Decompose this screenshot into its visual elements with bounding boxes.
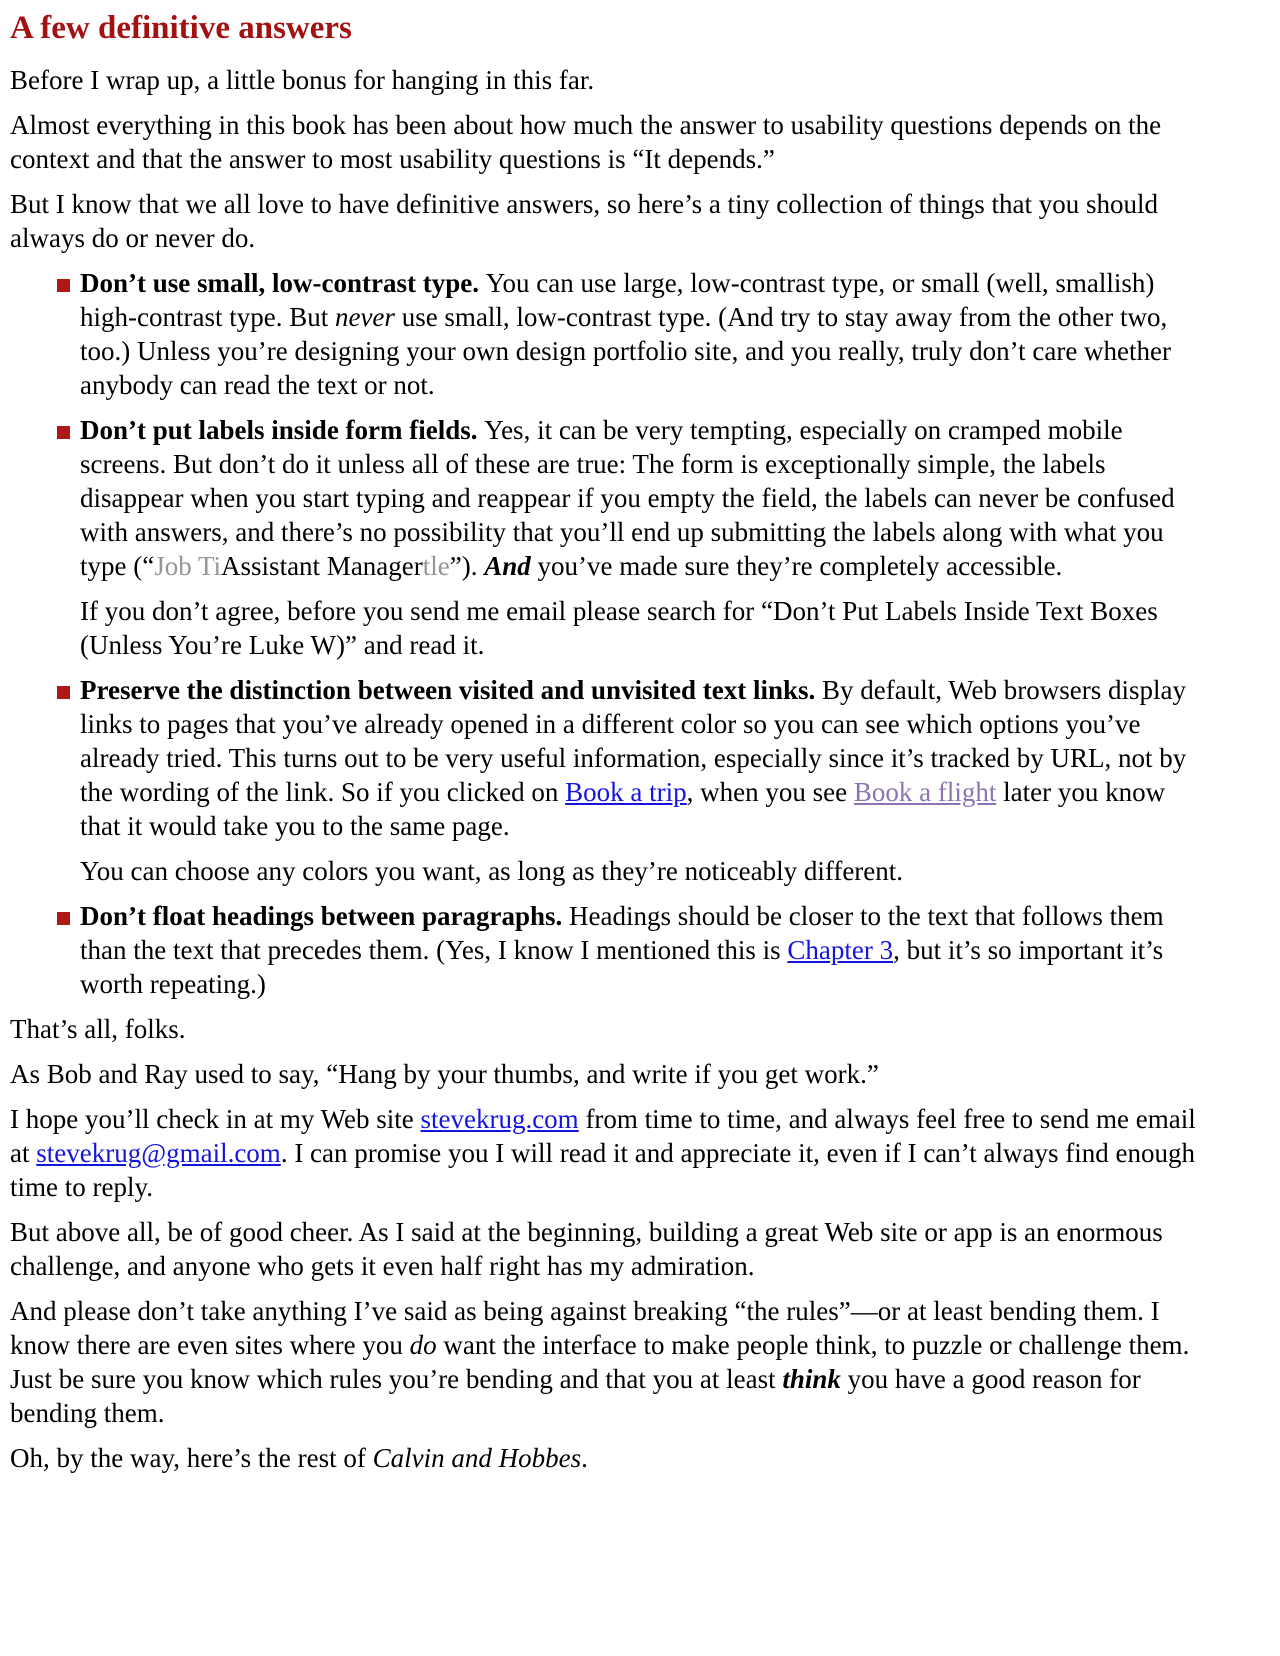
text-segment: . I can promise you I will read it and appreciate it, even if I can’t always find enough time to reply. (10, 1138, 1195, 1202)
text-segment: Almost everything in this book has been about how much the answer to usability questions depends on the context and that the answer to most usability questions is “It depends.” (10, 110, 1162, 174)
book-a-trip-link[interactable]: Book a trip (565, 777, 687, 807)
text-segment: Oh, by the way, here’s the rest of (10, 1443, 373, 1473)
text-segment: , but it’s so important it’s worth repeating.) (80, 935, 1164, 999)
paragraph (10, 187, 1202, 255)
text-segment: ”). (449, 551, 485, 581)
paragraph (10, 1057, 1202, 1091)
text-segment: you’ve made sure they’re completely accessible. (530, 551, 1063, 581)
bullet-text (80, 413, 1202, 583)
paragraph (10, 1294, 1202, 1430)
text-segment: If you don’t agree, before you send me email please search for “Don’t Put Labels Inside Text Boxes (Unless You’re Luke W)” and read it. (80, 596, 1158, 660)
bullet-continuation-paragraph (80, 594, 1202, 662)
bullet-text (80, 673, 1202, 843)
bullet-continuation-paragraph (80, 854, 1202, 888)
text-segment: think (782, 1364, 841, 1394)
paragraph (10, 1102, 1202, 1204)
bullet-square-icon (57, 279, 70, 292)
stevekrug-site-link[interactable]: stevekrug.com (420, 1104, 579, 1134)
paragraph (10, 1215, 1202, 1283)
bullet-text (80, 266, 1202, 402)
bullet-item (57, 899, 1202, 1001)
text-segment: And (484, 551, 531, 581)
text-segment: Preserve the distinction between visited and unvisited text links. (80, 675, 822, 705)
text-segment: . (581, 1443, 588, 1473)
text-segment: But I know that we all love to have definitive answers, so here’s a tiny collection of things that you should always do or never do. (10, 189, 1159, 253)
text-segment: Don’t use small, low-contrast type. (80, 268, 486, 298)
text-segment: You can use large, low-contrast type, or small (well, smallish) high-contrast type. But (80, 268, 1155, 332)
bullet-item (57, 673, 1202, 843)
bullet-square-icon (57, 912, 70, 925)
chapter-3-link[interactable]: Chapter 3 (787, 935, 894, 965)
text-segment: want the interface to make people think, to puzzle or challenge them. Just be sure you know which rules you’re bending and that you at least (10, 1330, 1190, 1394)
stevekrug-email-link[interactable]: stevekrug@gmail.com (36, 1138, 281, 1168)
bullet-item (57, 266, 1202, 402)
text-segment: do (409, 1330, 437, 1360)
text-segment: As Bob and Ray used to say, “Hang by your thumbs, and write if you get work.” (10, 1059, 879, 1089)
bullet-text (80, 899, 1202, 1001)
content-blocks (10, 63, 1202, 1475)
page-title: A few definitive answers (10, 10, 352, 46)
paragraph (10, 1441, 1202, 1475)
paragraph (10, 1012, 1202, 1046)
text-segment: Calvin and Hobbes (372, 1443, 582, 1473)
ghost-label-text: Job Ti (154, 551, 222, 581)
ghost-label-text: tle (422, 551, 450, 581)
bullet-item (57, 413, 1202, 583)
text-segment: you have a good reason for bending them. (10, 1364, 1141, 1428)
text-segment: You can choose any colors you want, as long as they’re noticeably different. (80, 856, 904, 886)
paragraph (10, 108, 1202, 176)
text-segment: I hope you’ll check in at my Web site (10, 1104, 421, 1134)
text-segment: But above all, be of good cheer. As I said at the beginning, building a great Web site or app is an enormous challenge, and anyone who gets it even half right has my admiration. (10, 1217, 1163, 1281)
text-segment: Yes, it can be very tempting, especially on cramped mobile screens. But don’t do it unless all of these are true: The form is exceptionally simple, the labels disappear when you start typing and reappear if you empty the field, the labels can never be confused with answers, and there’s no possibility that you’ll end up submitting the labels along with what you type (“ (80, 415, 1175, 581)
bullet-square-icon (57, 426, 70, 439)
text-segment: from time to time, and always feel free to send me email at (10, 1104, 1196, 1168)
book-a-flight-link[interactable]: Book a flight (853, 777, 997, 807)
text-segment: use small, low-contrast type. (And try to stay away from the other two, too.) Unless you’re designing your own design portfolio site, and you really, truly don’t care whether anybody can read the text or not. (80, 302, 1172, 400)
text-segment: Headings should be closer to the text that follows them than the text that precedes them. (Yes, I know I mentioned this is (80, 901, 1164, 965)
text-segment: By default, Web browsers display links to pages that you’ve already opened in a different color so you can see which options you’ve already tried. This turns out to be very useful information, especially since it’s tracked by URL, not by the wording of the link. So if you clicked on (80, 675, 1187, 807)
bullet-square-icon (57, 686, 70, 699)
text-segment: Don’t float headings between paragraphs. (80, 901, 570, 931)
text-segment: , when you see (686, 777, 854, 807)
text-segment: That’s all, folks. (10, 1014, 186, 1044)
text-segment: later you know that it would take you to the same page. (80, 777, 1166, 841)
text-segment: And please don’t take anything I’ve said as being against breaking “the rules”—or at least bending them. I know there are even sites where you (10, 1296, 1160, 1360)
text-segment: never (334, 302, 395, 332)
paragraph (10, 63, 1202, 97)
text-segment: Assistant Manager (221, 551, 423, 581)
text-segment: Before I wrap up, a little bonus for hanging in this far. (10, 65, 595, 95)
text-segment: Don’t put labels inside form fields. (80, 415, 485, 445)
